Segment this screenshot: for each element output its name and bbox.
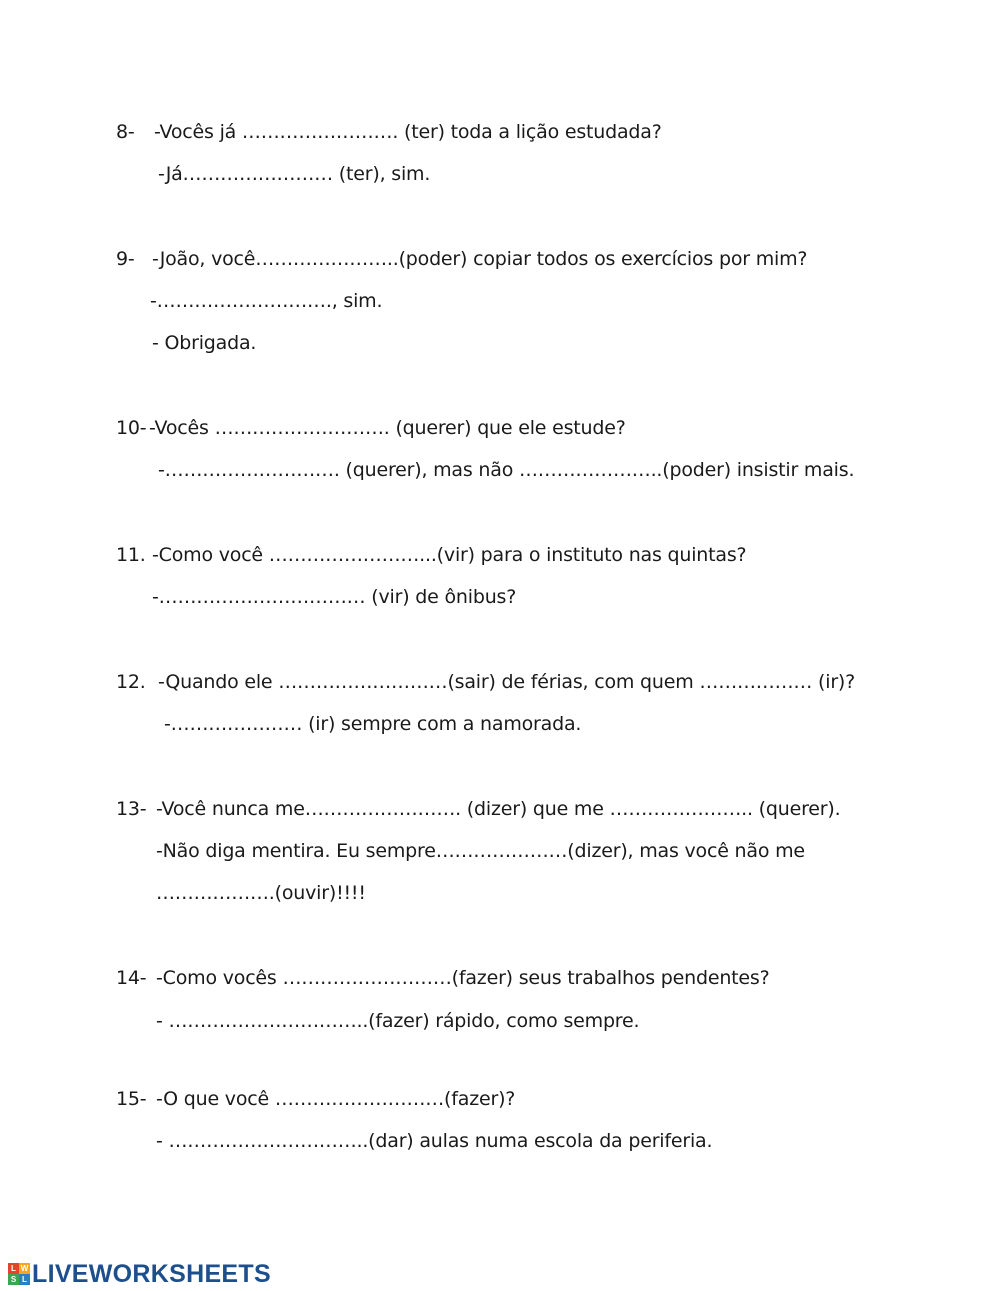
exercise-12-number: 12. (116, 671, 146, 693)
exercise-14-question: -Como vocês ………………………(fazer) seus trabalhos pendentes? (156, 967, 770, 989)
exercise-13-answer-cont: ……………….(ouvir)!!!! (156, 882, 366, 904)
exercise-15-number: 15- (116, 1088, 147, 1110)
exercise-8-question: -Vocês já ……………………. (ter) toda a lição estudada? (154, 121, 662, 143)
logo-icon-cell: L (19, 1274, 30, 1285)
exercise-13-number: 13- (116, 798, 147, 820)
exercise-8-number: 8- (116, 121, 135, 143)
logo-icon-cell: L (8, 1263, 19, 1274)
liveworksheets-logo-text: LIVEWORKSHEETS (32, 1259, 271, 1288)
exercise-9-question: -João, você…………………..(poder) copiar todos os exercícios por mim? (152, 248, 808, 270)
liveworksheets-logo-icon (8, 1263, 30, 1285)
exercise-10-answer: -………………………. (querer), mas não …………………..(poder) insistir mais. (158, 459, 855, 481)
exercise-12-question: -Quando ele ………………………(sair) de férias, com quem ……………… (ir)? (158, 671, 856, 693)
exercise-12-answer: -………………… (ir) sempre com a namorada. (164, 713, 582, 735)
exercise-11-answer: -…………………………… (vir) de ônibus? (152, 586, 517, 608)
exercise-10-question: -Vocês ………………………. (querer) que ele estude? (149, 417, 626, 439)
exercise-11-number: 11. (116, 544, 146, 566)
exercise-11-question: -Como você ……………………...(vir) para o instituto nas quintas? (152, 544, 747, 566)
exercise-14-answer: - …………………………..(fazer) rápido, como sempre. (156, 1010, 640, 1032)
exercise-10-number: 10- (116, 417, 147, 439)
exercise-13-question: -Você nunca me……………………. (dizer) que me ………………….. (querer). (156, 798, 841, 820)
exercise-14-number: 14- (116, 967, 147, 989)
exercise-13-answer: -Não diga mentira. Eu sempre…………………(dizer), mas você não me (156, 840, 805, 862)
logo-icon-cell: S (8, 1274, 19, 1285)
liveworksheets-logo (8, 1260, 271, 1288)
exercise-9-answer: -………………………., sim. (150, 290, 383, 312)
exercise-15-question: -O que você ………………………(fazer)? (156, 1088, 516, 1110)
exercise-8-answer: -Já…………………… (ter), sim. (158, 163, 431, 185)
logo-icon-cell: W (20, 1264, 29, 1273)
exercise-15-answer: - …………………………..(dar) aulas numa escola da periferia. (156, 1130, 713, 1152)
exercise-9-number: 9- (116, 248, 135, 270)
exercise-9-reply: - Obrigada. (152, 332, 257, 354)
